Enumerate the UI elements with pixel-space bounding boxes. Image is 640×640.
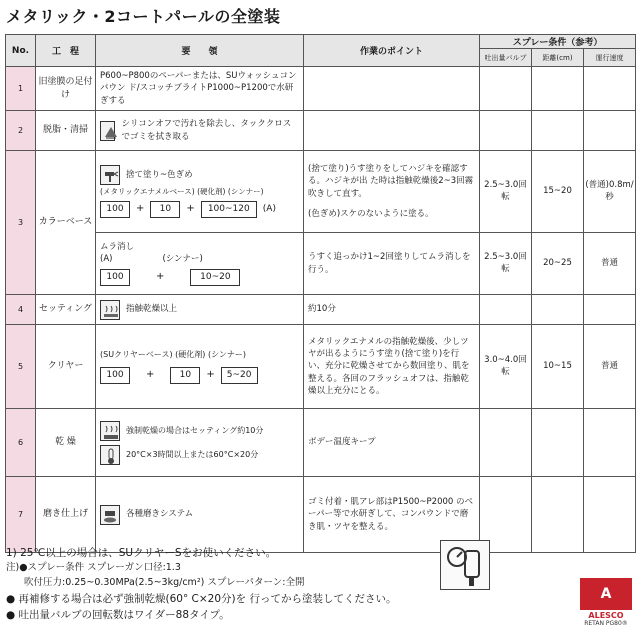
clear-valve: 3.0~4.0回転 bbox=[480, 325, 532, 409]
coat1-thinner-ratio: 100~120 bbox=[201, 201, 257, 218]
coat1-point: (捨て塗り)うす塗りをしてハジキを確認する。ハジキが出 た時は指触乾燥後2~3回霧吹きして直す。 bbox=[308, 163, 474, 199]
note-line-5: ● 吐出量バルブの回転数はワイダー88タイプ。 bbox=[6, 608, 230, 621]
notes bbox=[6, 545, 396, 623]
note-line-3: 吹付圧力:0.25~0.30MPa(2.5~3kg/cm²) スプレーパターン:全開 bbox=[24, 576, 305, 588]
coat2-a-ratio: 100 bbox=[100, 269, 130, 286]
step-name: 旧塗膜の足付け bbox=[36, 67, 96, 111]
coat2-b-label: (シンナー) bbox=[162, 254, 203, 265]
table-row: 5 クリヤー (SUクリヤーベース) (硬化剤) (シンナー) 100 + 10 + 5~20 メタリックエナメルの指触乾燥後、少しツヤが出るようにうす塗り(捨て塗り)を行い、充分に乾燥させてから数回塗り、肌を整える。各回のフラッシュオフは、指触乾燥以上充分にとる。 3.0~4.0回転 10~15 普通 bbox=[6, 325, 636, 409]
step-name: 乾 燥 bbox=[36, 409, 96, 477]
process-table bbox=[5, 34, 636, 553]
logo-mark: A bbox=[580, 578, 632, 610]
header-points: 作業のポイント bbox=[304, 35, 480, 67]
clear-speed: 普通 bbox=[584, 325, 636, 409]
polisher-icon bbox=[100, 505, 120, 525]
note-line-2: 注)●スプレー条件 スプレーガン口径:1.3 bbox=[6, 562, 181, 574]
requirement-text: 指触乾燥以上 bbox=[126, 304, 178, 315]
coat2-label: ムラ消し bbox=[100, 242, 135, 253]
coat1-point2: (色ぎめ)スケのないように塗る。 bbox=[308, 208, 434, 219]
row-number: 2 bbox=[6, 111, 36, 151]
coat2-valve: 2.5~3.0回転 bbox=[480, 233, 532, 295]
row-number: 3 bbox=[6, 151, 36, 295]
spray-gun-gauge-icon bbox=[440, 540, 490, 590]
logo-name: ALESCO bbox=[588, 611, 624, 620]
coat1-distance: 15~20 bbox=[532, 151, 584, 233]
thermometer-icon bbox=[100, 445, 120, 465]
header-valve: 吐出量バルブ bbox=[480, 49, 532, 67]
coat1-label: 捨て塗り~色ぎめ bbox=[126, 169, 193, 180]
table-row: ムラ消し (A) (シンナー) 100 + 10~20 うすく追っかけ1~2回塗りしてムラ消しを行う。 2.5~3.0回転 20~25 普通 bbox=[6, 233, 636, 295]
note-line-4: ● 再補修する場合は必ず強制乾燥(60° C×20分)を 行ってから塗装してください。 bbox=[6, 592, 397, 605]
coat1-base-ratio: 100 bbox=[100, 201, 130, 218]
table-row bbox=[6, 67, 636, 111]
row-number: 6 bbox=[6, 409, 36, 477]
table-row bbox=[6, 111, 636, 151]
requirement-text: シリコンオフで汚れを除去し、タッククロスでゴミを拭き取る bbox=[121, 119, 292, 142]
coat2-speed: 普通 bbox=[584, 233, 636, 295]
degrease-wipe-icon bbox=[100, 121, 115, 141]
step-name: クリヤー bbox=[36, 325, 96, 409]
row-number: 4 bbox=[6, 295, 36, 325]
clear-distance: 10~15 bbox=[532, 325, 584, 409]
step-name: カラーベース bbox=[36, 151, 96, 295]
dry-note-1: 強制乾燥の場合はセッティング約10分 bbox=[126, 425, 264, 435]
clear-hardener-ratio: 10 bbox=[170, 367, 200, 384]
header-spray-group: スプレー条件（参考） bbox=[480, 35, 636, 49]
clear-base-ratio: 100 bbox=[100, 367, 130, 384]
forced-dry-icon bbox=[100, 421, 120, 441]
clear-point: メタリックエナメルの指触乾燥後、少しツヤが出るようにうす塗り(捨て塗り)を行い、充分に乾燥させてから数回塗り、肌を整える。各回のフラッシュオフは、指触乾燥以上充分にとる。 bbox=[304, 325, 480, 409]
table-row: 3 カラーベース 捨て塗り~色ぎめ (メタリックエナメルベース) (硬化剤) (シンナー) 100 + 10 + 100~120 (A) (捨て塗り)うす塗りをしてハジキを確認する。ハジキが出 た時は指触乾燥後2~3回霧吹きして直す。 (色ぎめ)スケのないように塗る。 2.5~3.0回転 15~20 (普通)0.8m/秒 bbox=[6, 151, 636, 233]
header-process: 工 程 bbox=[36, 35, 96, 67]
coat2-distance: 20~25 bbox=[532, 233, 584, 295]
requirement-text: P600~P800のペーパーまたは、SUウォッシュコンパウン ド/スコッチブライトP1000~P1200で水研ぎする bbox=[96, 67, 304, 111]
step-name: 磨き仕上げ bbox=[36, 477, 96, 553]
table-row bbox=[6, 295, 636, 325]
coat2-thinner-ratio: 10~20 bbox=[190, 269, 240, 286]
coat1-speed: (普通)0.8m/秒 bbox=[584, 151, 636, 233]
table-row bbox=[6, 477, 636, 553]
clear-thinner-ratio: 5~20 bbox=[221, 367, 258, 384]
requirement-text: 各種磨きシステム bbox=[126, 509, 194, 520]
step-name: 脱脂・清掃 bbox=[36, 111, 96, 151]
coat2-point: うすく追っかけ1~2回塗りしてムラ消しを行う。 bbox=[304, 233, 480, 295]
coat1-unit: (A) bbox=[262, 203, 276, 214]
alesco-logo bbox=[580, 578, 632, 636]
coat2-a-label: (A) bbox=[100, 254, 113, 265]
header-no: No. bbox=[6, 35, 36, 67]
coat1-valve: 2.5~3.0回転 bbox=[480, 151, 532, 233]
logo-sub: RETAN PG80® bbox=[584, 620, 628, 627]
table-row bbox=[6, 409, 636, 477]
point-text: ボデー温度キープ bbox=[304, 409, 480, 477]
setting-dry-icon bbox=[100, 300, 120, 320]
point-text: ゴミ付着・肌アレ部はP1500~P2000 のペーパー等で水研ぎして、コンパウンドで磨き肌・ツヤを整える。 bbox=[304, 477, 480, 553]
page-title: メタリック・2コートパールの全塗装 bbox=[6, 7, 281, 26]
coat1-hardener-ratio: 10 bbox=[150, 201, 180, 218]
header-speed: 運行速度 bbox=[584, 49, 636, 67]
header-distance: 距離(cm) bbox=[532, 49, 584, 67]
row-number: 7 bbox=[6, 477, 36, 553]
point-text: 約10分 bbox=[304, 295, 480, 325]
row-number: 5 bbox=[6, 325, 36, 409]
note-line-1: 1) 25℃以上の場合は、SUクリヤーSをお使いください。 bbox=[6, 547, 277, 559]
step-name: セッティング bbox=[36, 295, 96, 325]
spray-gun-icon bbox=[100, 165, 120, 185]
header-requirements: 要 領 bbox=[96, 35, 304, 67]
dry-note-2: 20°C×3時間以上または60°C×20分 bbox=[126, 449, 259, 459]
row-number: 1 bbox=[6, 67, 36, 111]
clear-parts: (SUクリヤーベース) (硬化剤) (シンナー) bbox=[100, 350, 246, 360]
coat1-parts: (メタリックエナメルベース) (硬化剤) (シンナー) bbox=[100, 187, 264, 197]
